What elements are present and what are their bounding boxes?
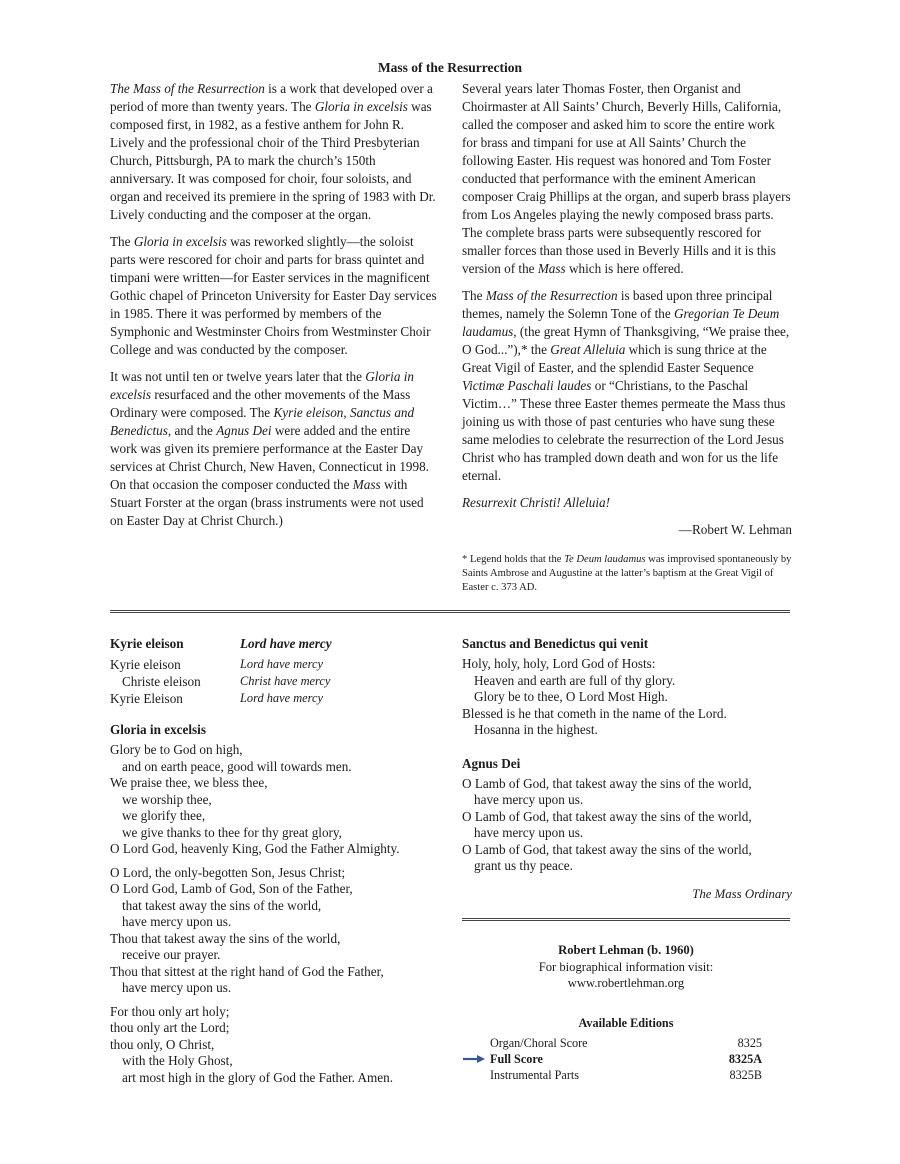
kyrie-latin: Kyrie eleison bbox=[110, 657, 181, 672]
gloria-stanza bbox=[110, 865, 440, 997]
composer-name: Robert Lehman (b. 1960) bbox=[558, 943, 694, 957]
text-run: Several years later Thomas Foster, then Organist and Choirmaster at All Saints’ Church, Beverly Hills, California, called the composer and asked him to score the entire work for brass and timpani for use at All Saints’ Church the following Easter. His request was honored and Tom Foster conducted that performance with the eminent American composer Craig Phillips at the organ, and superb brass players from Los Angeles playing the newly composed brass parts. The complete brass parts were subsequently rescored for smaller forces than those used in Beverly Hills and it is this version of the bbox=[462, 81, 791, 276]
text-run: * Legend holds that the bbox=[462, 554, 565, 565]
edition-number: 8325 bbox=[737, 1036, 762, 1050]
mass-texts-right bbox=[462, 635, 792, 903]
italic-text: Gloria in excelsis bbox=[133, 234, 227, 249]
edition-name: Full Score bbox=[490, 1052, 543, 1066]
text-run: or “Christians, to the Paschal Victim…” These three Easter themes permeate the Mass thus joining us with those of past centuries who have sung these same melodies to celebrate the resurrection of the Lord Jesus Christ who has trampled down death and won for us the life eternal. bbox=[462, 378, 786, 483]
text-run: is based upon three principal themes, namely the Solemn Tone of the bbox=[462, 288, 773, 321]
gloria-text bbox=[110, 742, 440, 1086]
editions-title: Available Editions bbox=[578, 1016, 674, 1030]
edition-number: 8325B bbox=[729, 1068, 762, 1082]
intro-paragraph bbox=[462, 80, 792, 278]
text-line: Glory be to God on high, bbox=[110, 742, 243, 757]
text-line: have mercy upon us. bbox=[474, 825, 584, 840]
text-line: with the Holy Ghost, bbox=[122, 1053, 233, 1068]
text-line: O Lamb of God, that takest away the sins of the world, bbox=[462, 808, 752, 824]
kyrie-row bbox=[110, 656, 332, 673]
edition-number: 8325A bbox=[728, 1052, 762, 1066]
text-run: was composed first, in 1982, as a festive anthem for John R. Lively and the professional choir of the Third Presbyterian Church, Pittsburgh, PA to mark the church’s 150th anniversary. It was composed for choir, four soloists, and organ and received its premiere in the spring of 1983 with Dr. Lively conducting and the composer at the organ. bbox=[110, 99, 436, 222]
gloria-title: Gloria in excelsis bbox=[110, 722, 206, 737]
text-line: have mercy upon us. bbox=[122, 980, 232, 995]
text-line: O Lamb of God, that takest away the sins of the world, bbox=[462, 775, 752, 791]
bio-url[interactable]: www.robertlehman.org bbox=[567, 976, 685, 990]
gloria-stanza bbox=[110, 742, 440, 858]
sanctus-title: Sanctus and Benedictus qui venit bbox=[462, 636, 649, 651]
bio-divider bbox=[462, 918, 790, 921]
kyrie-english: Lord have mercy bbox=[240, 657, 324, 671]
text-line: Blessed is he that cometh in the name of the Lord. bbox=[462, 705, 727, 721]
kyrie-row bbox=[110, 673, 332, 690]
italic-text: Gregorian Te Deum laudamus bbox=[462, 306, 780, 339]
intro-right-paragraphs bbox=[462, 80, 792, 512]
intro-paragraph bbox=[110, 233, 440, 359]
attribution: The Mass Ordinary bbox=[692, 886, 792, 901]
composer-bio bbox=[462, 942, 790, 992]
text-line: Thou that sittest at the right hand of God the Father, bbox=[110, 963, 384, 979]
bio-line: For biographical information visit: bbox=[538, 959, 714, 974]
text-run: is a work that developed over a period of more than twenty years. The bbox=[110, 81, 433, 114]
text-run: resurfaced and the other movements of the Mass Ordinary were composed. The bbox=[110, 387, 411, 420]
text-run: were added and the entire work was given its premiere performance at the Easter Day services at Christ Church, New Haven, Connecticut in 1998. On that occasion the composer conducted the bbox=[110, 423, 429, 492]
text-line: we give thanks to thee for thy great glory, bbox=[122, 824, 342, 840]
kyrie-english: Lord have mercy bbox=[240, 691, 324, 705]
kyrie-english: Christ have mercy bbox=[240, 674, 331, 688]
text-run: which is here offered. bbox=[565, 261, 684, 276]
text-line: art most high in the glory of God the Father. Amen. bbox=[122, 1069, 394, 1085]
italic-text: Mass of the Resurrection bbox=[485, 288, 618, 303]
text-run: , (the great Hymn of Thanksgiving, “We praise thee, O God...”),* the bbox=[462, 324, 790, 357]
kyrie-title-english: Lord have mercy bbox=[240, 636, 332, 651]
arrow-right-icon bbox=[462, 1054, 486, 1064]
italic-text: The Mass of the Resurrection bbox=[110, 81, 265, 96]
italic-text: Mass bbox=[537, 261, 566, 276]
text-line: We praise thee, we bless thee, bbox=[110, 775, 268, 790]
text-line: thou only art the Lord; bbox=[110, 1020, 230, 1035]
text-line: O Lord God, heavenly King, God the Father Almighty. bbox=[110, 841, 400, 856]
text-line: grant us thy peace. bbox=[474, 858, 573, 873]
text-line: For thou only art holy; bbox=[110, 1003, 230, 1019]
italic-text: Gloria in excelsis bbox=[110, 369, 414, 402]
editions-list bbox=[462, 1016, 790, 1083]
text-run: with Stuart Forster at the organ (brass instruments were not used on Easter Day at Christ Church.) bbox=[110, 477, 424, 528]
edition-row bbox=[462, 1067, 790, 1083]
agnus-text bbox=[462, 776, 792, 875]
signature: —Robert W. Lehman bbox=[678, 522, 792, 537]
kyrie-table bbox=[110, 635, 332, 707]
footnote bbox=[462, 553, 792, 595]
text-line: receive our prayer. bbox=[122, 947, 221, 962]
text-line: Holy, holy, holy, Lord God of Hosts: bbox=[462, 656, 656, 671]
page-title: Mass of the Resurrection bbox=[377, 60, 523, 75]
section-divider bbox=[110, 610, 790, 613]
italic-text: Victimæ Paschali laudes bbox=[462, 378, 592, 393]
text-line: have mercy upon us. bbox=[474, 792, 584, 807]
intro-paragraph bbox=[110, 80, 440, 224]
agnus-title: Agnus Dei bbox=[462, 755, 521, 771]
intro-paragraph bbox=[110, 368, 440, 530]
text-run: The bbox=[110, 234, 134, 249]
text-line: O Lord, the only-begotten Son, Jesus Christ; bbox=[110, 864, 346, 880]
kyrie-latin: Christe eleison bbox=[122, 674, 201, 689]
edition-row bbox=[462, 1035, 790, 1051]
italic-text: Resurrexit Christi! Alleluia! bbox=[462, 495, 610, 510]
text-line: that takest away the sins of the world, bbox=[122, 897, 322, 913]
text-line: thou only, O Christ, bbox=[110, 1036, 215, 1052]
intro-left-column bbox=[110, 80, 440, 539]
text-line: Glory be to thee, O Lord Most High. bbox=[474, 689, 668, 704]
text-line: have mercy upon us. bbox=[122, 914, 232, 929]
italic-text: Te Deum laudamus bbox=[564, 554, 646, 565]
edition-name: Instrumental Parts bbox=[490, 1068, 580, 1082]
gloria-stanza bbox=[110, 1004, 440, 1087]
italic-text: Kyrie eleison, Sanctus and Benedictus bbox=[110, 405, 415, 438]
text-run: was reworked slightly—the soloist parts were rescored for choir and parts for brass quintet and timpani were written—for Easter services in the magnificent Gothic chapel of Princeton University for Easter Day services in 1985. There it was performed by members of the Symphonic and Westminster Choirs from Westminster Choir College and was conducted by the composer. bbox=[110, 234, 437, 357]
intro-right-column bbox=[462, 80, 792, 595]
text-line: Thou that takest away the sins of the world, bbox=[110, 930, 341, 946]
text-line: we worship thee, bbox=[122, 791, 212, 807]
intro-paragraph bbox=[462, 494, 792, 512]
edition-row bbox=[462, 1051, 790, 1067]
italic-text: Mass bbox=[352, 477, 381, 492]
text-run: , and the bbox=[167, 423, 217, 438]
kyrie-title: Kyrie eleison bbox=[110, 636, 184, 651]
text-line: and on earth peace, good will towards men. bbox=[122, 758, 352, 774]
text-run: The bbox=[462, 288, 486, 303]
kyrie-latin: Kyrie Eleison bbox=[110, 691, 183, 706]
edition-name: Organ/Choral Score bbox=[490, 1036, 588, 1050]
text-line: O Lamb of God, that takest away the sins of the world, bbox=[462, 841, 752, 857]
kyrie-row bbox=[110, 690, 332, 707]
italic-text: Gloria in excelsis bbox=[314, 99, 408, 114]
text-line: we glorify thee, bbox=[122, 808, 206, 823]
text-line: Hosanna in the highest. bbox=[474, 722, 598, 737]
mass-texts-left bbox=[110, 635, 440, 1093]
text-run: was improvised spontaneously by Saints Ambrose and Augustine at the latter’s baptism at the Great Vigil of Easter c. 373 AD. bbox=[462, 554, 792, 593]
text-run: which is sung thrice at the Great Vigil of Easter, and the splendid Easter Sequence bbox=[462, 342, 767, 375]
sanctus-text bbox=[462, 656, 792, 739]
italic-text: Agnus Dei bbox=[216, 423, 272, 438]
text-line: Heaven and earth are full of thy glory. bbox=[474, 672, 676, 688]
italic-text: Great Alleluia bbox=[550, 342, 626, 357]
intro-paragraph bbox=[462, 287, 792, 485]
text-run: It was not until ten or twelve years later that the bbox=[110, 369, 366, 384]
text-line: O Lord God, Lamb of God, Son of the Father, bbox=[110, 881, 353, 896]
